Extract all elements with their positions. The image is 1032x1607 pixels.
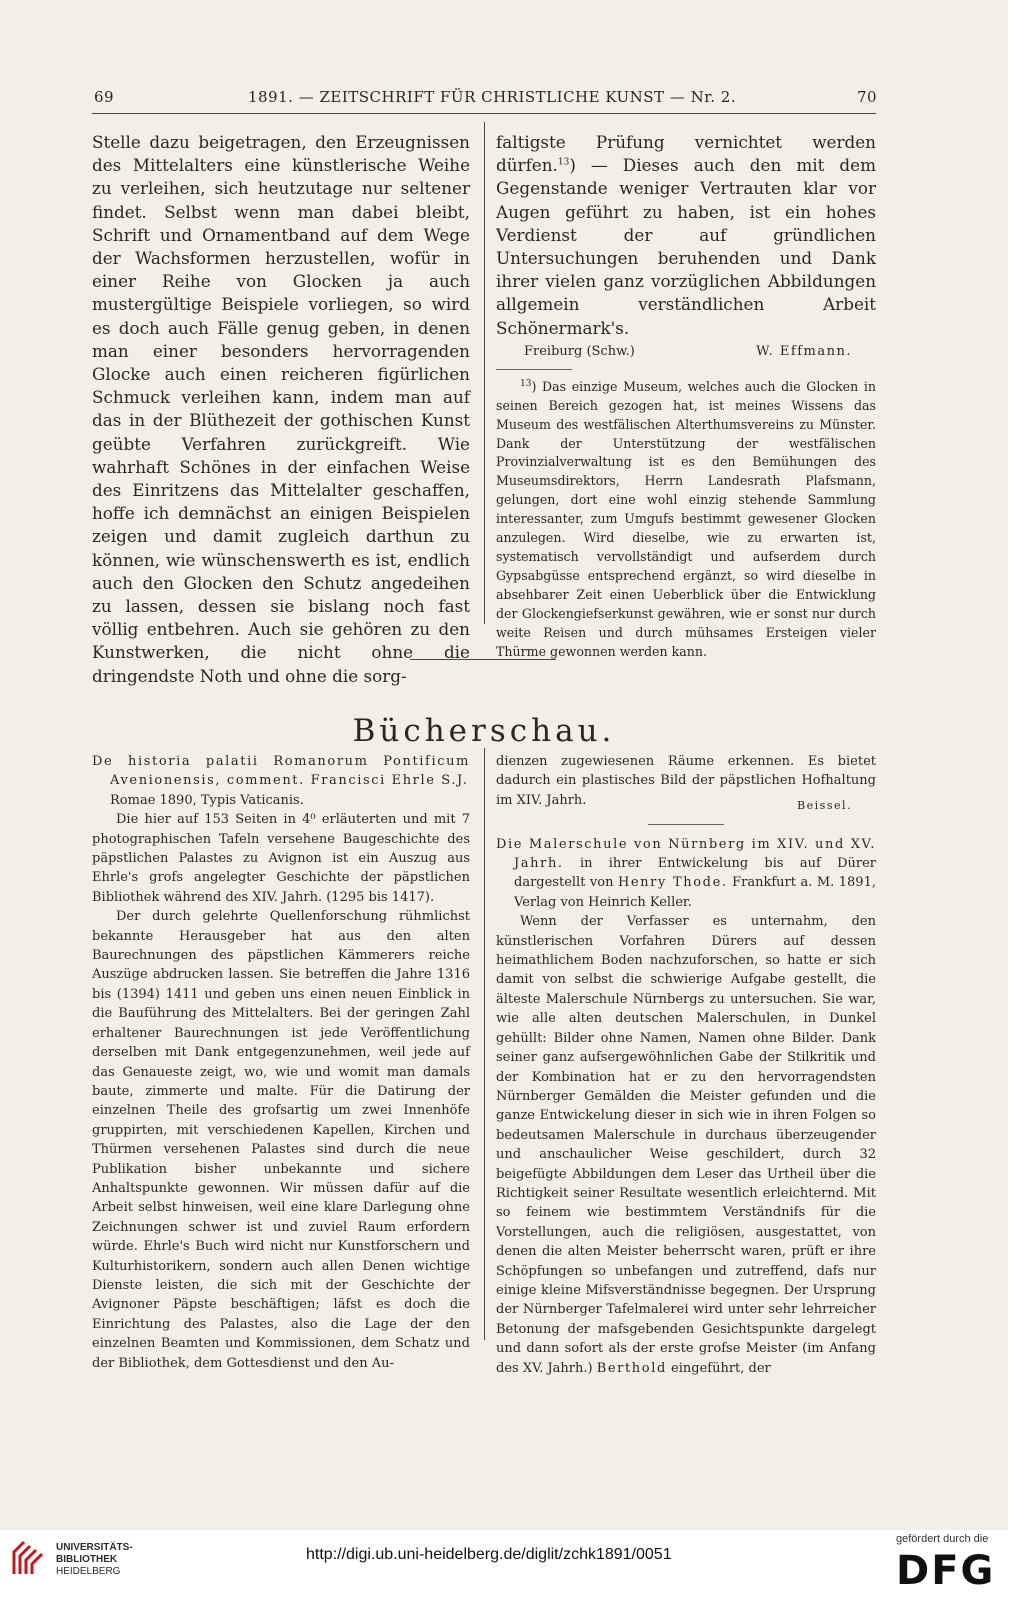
section-divider [410, 659, 556, 660]
funding-caption: gefördert durch die [896, 1533, 989, 1545]
page-number-left: 69 [94, 88, 115, 106]
review-imprint: Romae 1890, Typis Vaticanis. [110, 792, 304, 808]
footnote-mark: 13 [520, 378, 532, 389]
footnote-rule [496, 369, 572, 370]
footnote-ref[interactable]: 13 [557, 157, 570, 168]
review-paragraph: Wenn der Verfasser es unternahm, den künstlerischen Vorfahren Dürers auf dessen heimathlichem Boden nachzuforschen, so hatte er sich damit von selbst die schwierige Aufgabe gestellt, die älteste Malerschule Nürnbergs zu untersuchen. Sie war, wie alle alten deutschen Malerschulen, in Dunkel gehüllt: Bilder ohne Namen, Namen ohne Bilder. Dank seiner ganz aufsergewöhnlichen Gabe der Stilkritik und der Kombination hat er zu den hervorragendsten Nürnberger Gemälden die Meister gefunden und die ganze Entwickelung dieser in sich wie in ihren Folgen so bedeutsamen Malerschule in durchaus überzeugender und anschaulicher Weise geschildert, durch 32 beigefügte Abbildungen dem Leser das Urtheil über die Richtigkeit seiner Resultate wesentlich erleichternd. Mit so feinem wie bestimmtem Verständnifs für die Vorstellungen, auch die religiösen, ausgestattet, von denen die alten Meister beherrscht waren, prüft er ihre Schöpfungen so unbefangen und zutreffend, dafs nur einige kleine Mifsverständnisse begegnen. Der Ursprung der Nürnberger Tafelmalerei wird unter sehr lehrreicher Betonung der mafsgebenden Gesichtspunkte dargelegt und dann sofort als der erste grofse Meister (im Anfang des XV. Jahrh.) Berthold eingeführt, der [496, 914, 876, 1376]
review-right-column [496, 752, 876, 1378]
article-signature [496, 344, 876, 359]
signature-author: W. Effmann. [756, 343, 852, 359]
review-signature: Beissel. [797, 799, 852, 813]
review-paragraph: Die hier auf 153 Seiten in 4⁰ erläuterten und mit 7 photographischen Tafeln versehene Baugeschichte des päpstlichen Palastes zu Avignon ist ein Auszug aus Ehrle's grofs angelegter Geschichte der päpstlichen Bibliothek während des XIV. Jahrh. (1295 bis 1417). [92, 812, 470, 905]
ub-heidelberg-logo-icon[interactable] [10, 1538, 48, 1578]
review-continuation: dienzen zugewiesenen Räume erkennen. Es bietet dadurch ein plastisches Bild der päpstlichen Hofhaltung im XIV. Jahrh. [496, 754, 876, 808]
review-title: Die Malerschule von Nürnberg im XIV. und XV. Jahrh. in ihrer Entwickelung bis auf Dürer dargestellt von Henry Thode. Frankfurt a. M. 1891, Verlag von Heinrich Keller. [496, 836, 876, 910]
top-right-column [496, 131, 876, 661]
column-divider [484, 748, 485, 1340]
column-divider [484, 122, 485, 624]
page-number-right: 70 [857, 88, 878, 106]
top-left-column [92, 131, 470, 688]
body-paragraph: Stelle dazu beigetragen, den Erzeugnissen des Mittelalters eine künstlerische Weihe zu verleihen, sich heutzutage nur seltener findet. Selbst wenn man dabei bleibt, Schrift und Ornamentband auf dem Wege der Wachsformen herzustellen, wofür in einer Reihe von Glocken ja auch mustergültige Beispiele vorliegen, so wird es doch auch Fälle genug geben, in denen man einer besonders hervorragenden Glocke auch einen reicheren figürlichen Schmuck verleihen kann, indem man auf das in der Blüthezeit der gothischen Kunst geübte Verfahren zurückgreift. Wie wahrhaft Schönes in der einfachen Weise des Einritzens das Mittelalter geschaffen, hoffe ich demnächst an einigen Beispielen zeigen und damit zugleich darthun zu können, wie wünschenswerth es ist, endlich auch den Glocken den Schutz angedeihen zu lassen, dessen sie bislang noch fast völlig entbehren. Auch sie gehören zu den Kunstwerken, die nicht ohne die dringendste Noth und ohne die sorg- [92, 132, 470, 686]
review-divider [648, 824, 724, 825]
digitization-footer [0, 1530, 1032, 1607]
review-title: De historia palatii Romanorum Pontificum Avenionensis, comment. Francisci Ehrle S.J. [92, 754, 470, 789]
library-name: UNIVERSITÄTS- BIBLIOTHEK HEIDELBERG [56, 1542, 133, 1577]
signature-place: Freiburg (Schw.) [524, 343, 635, 359]
header-rule [92, 113, 876, 114]
running-header: 1891. — ZEITSCHRIFT FÜR CHRISTLICHE KUNST — Nr. 2. [248, 88, 737, 106]
source-url-link[interactable]: http://digi.ub.uni-heidelberg.de/diglit/zchk1891/0051 [306, 1546, 672, 1563]
body-paragraph: faltigste Prüfung vernichtet werden dürfen.$^{13}$) — Dieses auch den mit dem Gegenstande weniger Vertrauten klar vor Augen geführt zu haben, ist ein hohes Verdienst der auf gründlichen Untersuchungen beruhenden und Dank ihrer vielen ganz vorzüglichen Abbildungen allgemein verständlichen Arbeit Schönermark's. [496, 132, 876, 338]
dfg-logo[interactable]: DFG [896, 1548, 996, 1594]
footnote: $^{13}$) Das einzige Museum, welches auch die Glocken in seinen Bereich gezogen hat, ist meines Wissens das Museum des westfälischen Alterthumsvereins zu Münster. Dank der Unterstützung der westfälischen Provinzialverwaltung ist es den Bemühungen des Museumsdirektors, Herrn Landesrath Plafsmann, gelungen, dort eine wohl einzig stehende Sammlung interessanter, zum Umgufs bestimmt gewesener Glocken anzulegen. Wird dieselbe, wie zu erwarten ist, systematisch vervollständigt und aufserdem durch Gypsabgüsse entsprechend ergänzt, so wird dieselbe in absehbarer Zeit einen Ueberblick über die Entwicklung der Glockengiefserkunst gewähren, wie er sonst nur durch weite Reisen und durch mühsames Ersteigen vieler Thürme gewonnen werden kann. [496, 378, 876, 659]
review-left-column [92, 752, 470, 1373]
section-title: Bücherschau. [352, 712, 616, 749]
review-paragraph: Der durch gelehrte Quellenforschung rühmlichst bekannte Herausgeber hat aus den alten Baurechnungen des päpstlichen Kämmerers reiche Auszüge abdrucken lassen. Sie betreffen die Jahre 1316 bis (1394) 1411 und geben uns einen neuen Einblick in die Bauführung des Mittelalters. Bei der geringen Zahl erhaltener Baurechnungen ist jede Veröffentlichung derselben mit Dank entgegenzunehmen, weil jede auf das Genaueste zeigt, wo, wie und womit man damals baute, zimmerte und malte. Für die Datirung der einzelnen Theile des grofsartig um zwei Innenhöfe gruppirten, mit verschiedenen Kapellen, Kirchen und Thürmen versehenen Palastes sind durch die neue Publikation bisher unbekannte und sichere Anhaltspunkte gewonnen. Wir müssen dafür auf die Arbeit selbst hinweisen, weil eine klare Darlegung ohne Zeichnungen schwer ist und zuviel Raum erfordern würde. Ehrle's Buch wird nicht nur Kunstforschern und Kulturhistorikern, sondern auch allen Denen wichtige Dienste leisten, die sich mit der Geschichte der Avignoner Päpste beschäftigen; läfst es doch die Einrichtung des Palastes, also die Lage der den einzelnen Beamten und Kommissionen, dem Schatz und der Bibliothek, dem Gottesdienst und den Au- [92, 909, 470, 1371]
